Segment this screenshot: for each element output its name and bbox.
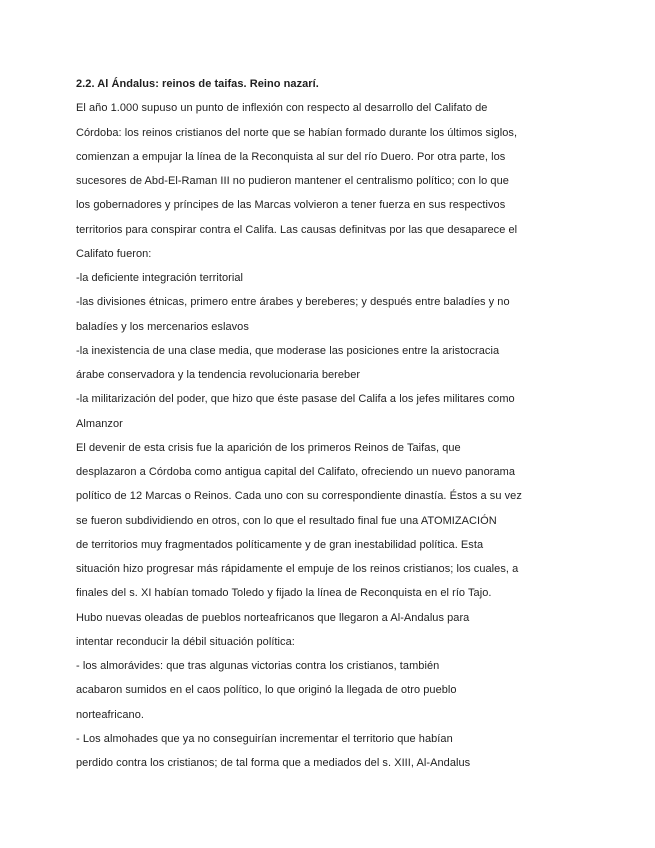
text-line: - los almorávides: que tras algunas victorias contra los cristianos, también [76, 660, 440, 672]
text-line: - Los almohades que ya no conseguirían incrementar el territorio que habían [76, 732, 453, 745]
text-line: sucesores de Abd-El-Raman III no pudieron mantener el centralismo político; con lo que [76, 175, 509, 187]
text-line: perdido contra los cristianos; de tal forma que a mediados del s. XIII, Al-Andalus [76, 757, 471, 769]
text-line: de territorios muy fragmentados políticamente y de gran inestabilidad política. Esta [76, 538, 484, 551]
document-content [76, 72, 621, 775]
text-line: acabaron sumidos en el caos político, lo que originó la llegada de otro pueblo [76, 684, 457, 697]
text-line: Córdoba: los reinos cristianos del norte que se habían formado durante los últimos siglos, [76, 126, 518, 139]
text-line: intentar reconducir la débil situación política: [76, 635, 295, 648]
text-line: El año 1.000 supuso un punto de inflexión con respecto al desarrollo del Califato de [76, 102, 488, 115]
text-line: se fueron subdividiendo en otros, con lo que el resultado final fue una ATOMIZACIÓN [76, 514, 497, 527]
text-line: -la militarización del poder, que hizo que éste pasase del Califa a los jefes militares como [76, 393, 515, 406]
text-line: finales del s. XI habían tomado Toledo y fijado la línea de Reconquista en el río Tajo. [76, 587, 492, 600]
text-line: baladíes y los mercenarios eslavos [76, 320, 249, 333]
text-line: El devenir de esta crisis fue la aparición de los primeros Reinos de Taifas, que [76, 441, 461, 454]
text-line: norteafricano. [76, 708, 144, 721]
text-line: situación hizo progresar más rápidamente el empuje de los reinos cristianos; los cuales, a [76, 563, 519, 575]
text-line: Hubo nuevas oleadas de pueblos norteafricanos que llegaron a Al-Andalus para [76, 611, 470, 624]
text-line: comienzan a empujar la línea de la Reconquista al sur del río Duero. Por otra parte, los [76, 150, 506, 163]
text-line: Califato fueron: [76, 247, 152, 260]
document-body [76, 96, 621, 775]
text-line: -las divisiones étnicas, primero entre árabes y bereberes; y después entre baladíes y no [76, 296, 510, 309]
text-line: político de 12 Marcas o Reinos. Cada uno con su correspondiente dinastía. Éstos a su vez [76, 490, 522, 503]
text-line: desplazaron a Córdoba como antigua capital del Califato, ofreciendo un nuevo panorama [76, 466, 516, 478]
text-line: -la inexistencia de una clase media, que moderase las posiciones entre la aristocracia [76, 344, 500, 357]
text-line: los gobernadores y príncipes de las Marcas volvieron a tener fuerza en sus respectivos [76, 199, 506, 212]
text-line: territorios para conspirar contra el Califa. Las causas definitvas por las que desaparece el [76, 223, 518, 236]
text-line: árabe conservadora y la tendencia revolucionaria bereber [76, 369, 361, 381]
text-line: Almanzor [76, 417, 123, 430]
text-line: -la deficiente integración territorial [76, 272, 243, 284]
document-title: 2.2. Al Ándalus: reinos de taifas. Reino nazarí. [76, 78, 319, 90]
